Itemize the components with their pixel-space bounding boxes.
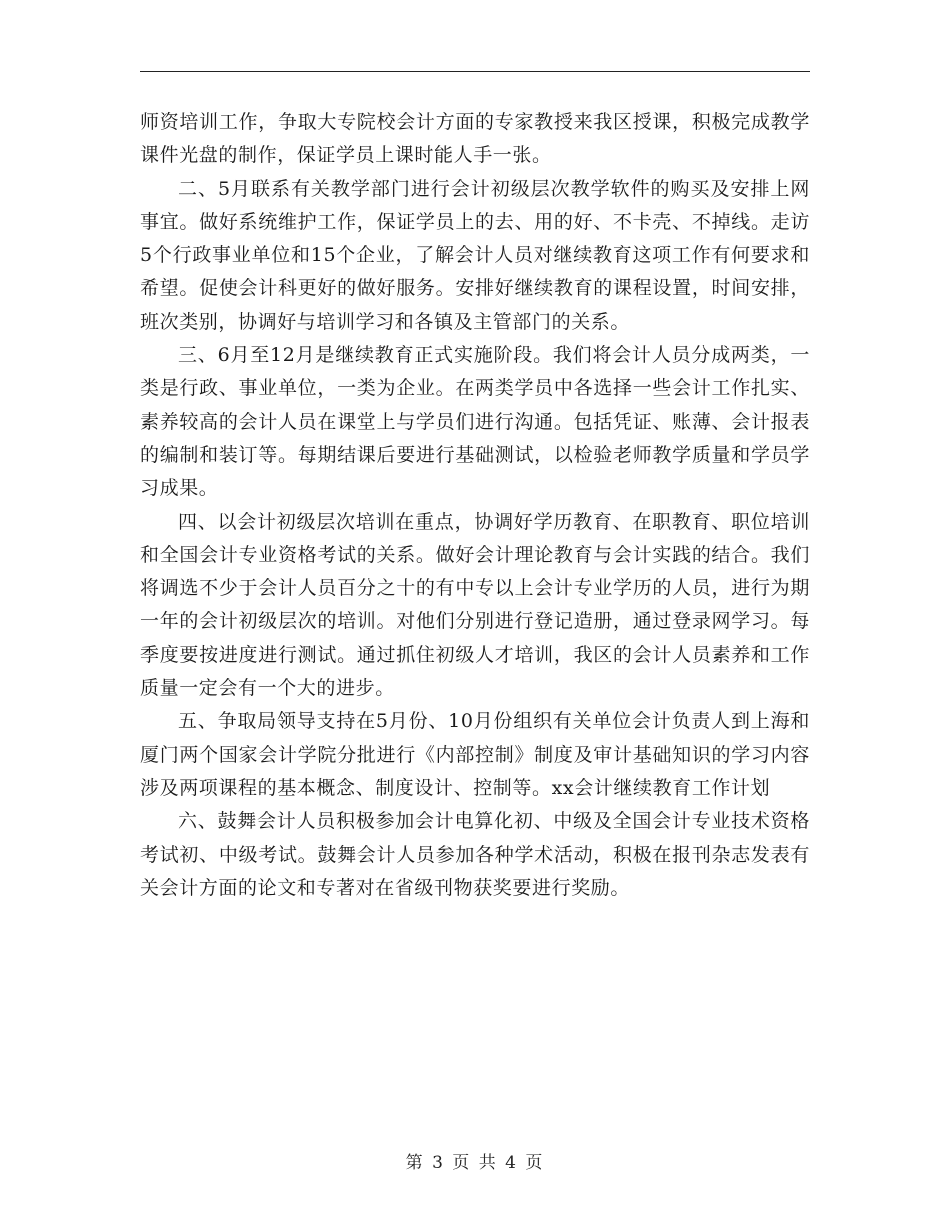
paragraph-continuation: 师资培训工作，争取大专院校会计方面的专家教授来我区授课，积极完成教学课件光盘的制作，保证学员上课时能人手一张。 bbox=[140, 111, 810, 167]
paragraph-item-4: 四、以会计初级层次培训在重点，协调好学历教育、在职教育、职位培训和全国会计专业资格考试的关系。做好会计理论教育与会计实践的结合。我们将调选不少于会计人员百分之十的有中专以上会计专业学历的人员，进行为期一年的会计初级层次的培训。对他们分别进行登记造册，通过登录网学习。每季度要按进度进行测试。通过抓住初级人才培训，我区的会计人员素养和工作质量一定会有一个大的进步。 bbox=[140, 510, 810, 700]
document-body bbox=[140, 106, 810, 905]
paragraph-item-3: 三、6月至12月是继续教育正式实施阶段。我们将会计人员分成两类，一类是行政、事业单位，一类为企业。在两类学员中各选择一些会计工作扎实、素养较高的会计人员在课堂上与学员们进行沟通。包括凭证、账薄、会计报表的编制和装订等。每期结课后要进行基础测试，以检验老师教学质量和学员学习成果。 bbox=[140, 344, 810, 500]
paragraph-item-2: 二、5月联系有关教学部门进行会计初级层次教学软件的购买及安排上网事宜。做好系统维护工作，保证学员上的去、用的好、不卡壳、不掉线。走访5个行政事业单位和15个企业，了解会计人员对继续教育这项工作有何要求和希望。促使会计科更好的做好服务。安排好继续教育的课程设置，时间安排，班次类别，协调好与培训学习和各镇及主管部门的关系。 bbox=[140, 177, 810, 333]
paragraph-item-5: 五、争取局领导支持在5月份、10月份组织有关单位会计负责人到上海和厦门两个国家会计学院分批进行《内部控制》制度及审计基础知识的学习内容涉及两项课程的基本概念、制度设计、控制等。xx会计继续教育工作计划 bbox=[140, 710, 810, 799]
header-rule bbox=[140, 71, 810, 72]
page-number: 第 3 页 共 4 页 bbox=[405, 1153, 545, 1173]
paragraph-item-6: 六、鼓舞会计人员积极参加会计电算化初、中级及全国会计专业技术资格考试初、中级考试。鼓舞会计人员参加各种学术活动，积极在报刊杂志发表有关会计方面的论文和专著对在省级刊物获奖要进行奖励。 bbox=[140, 810, 810, 899]
